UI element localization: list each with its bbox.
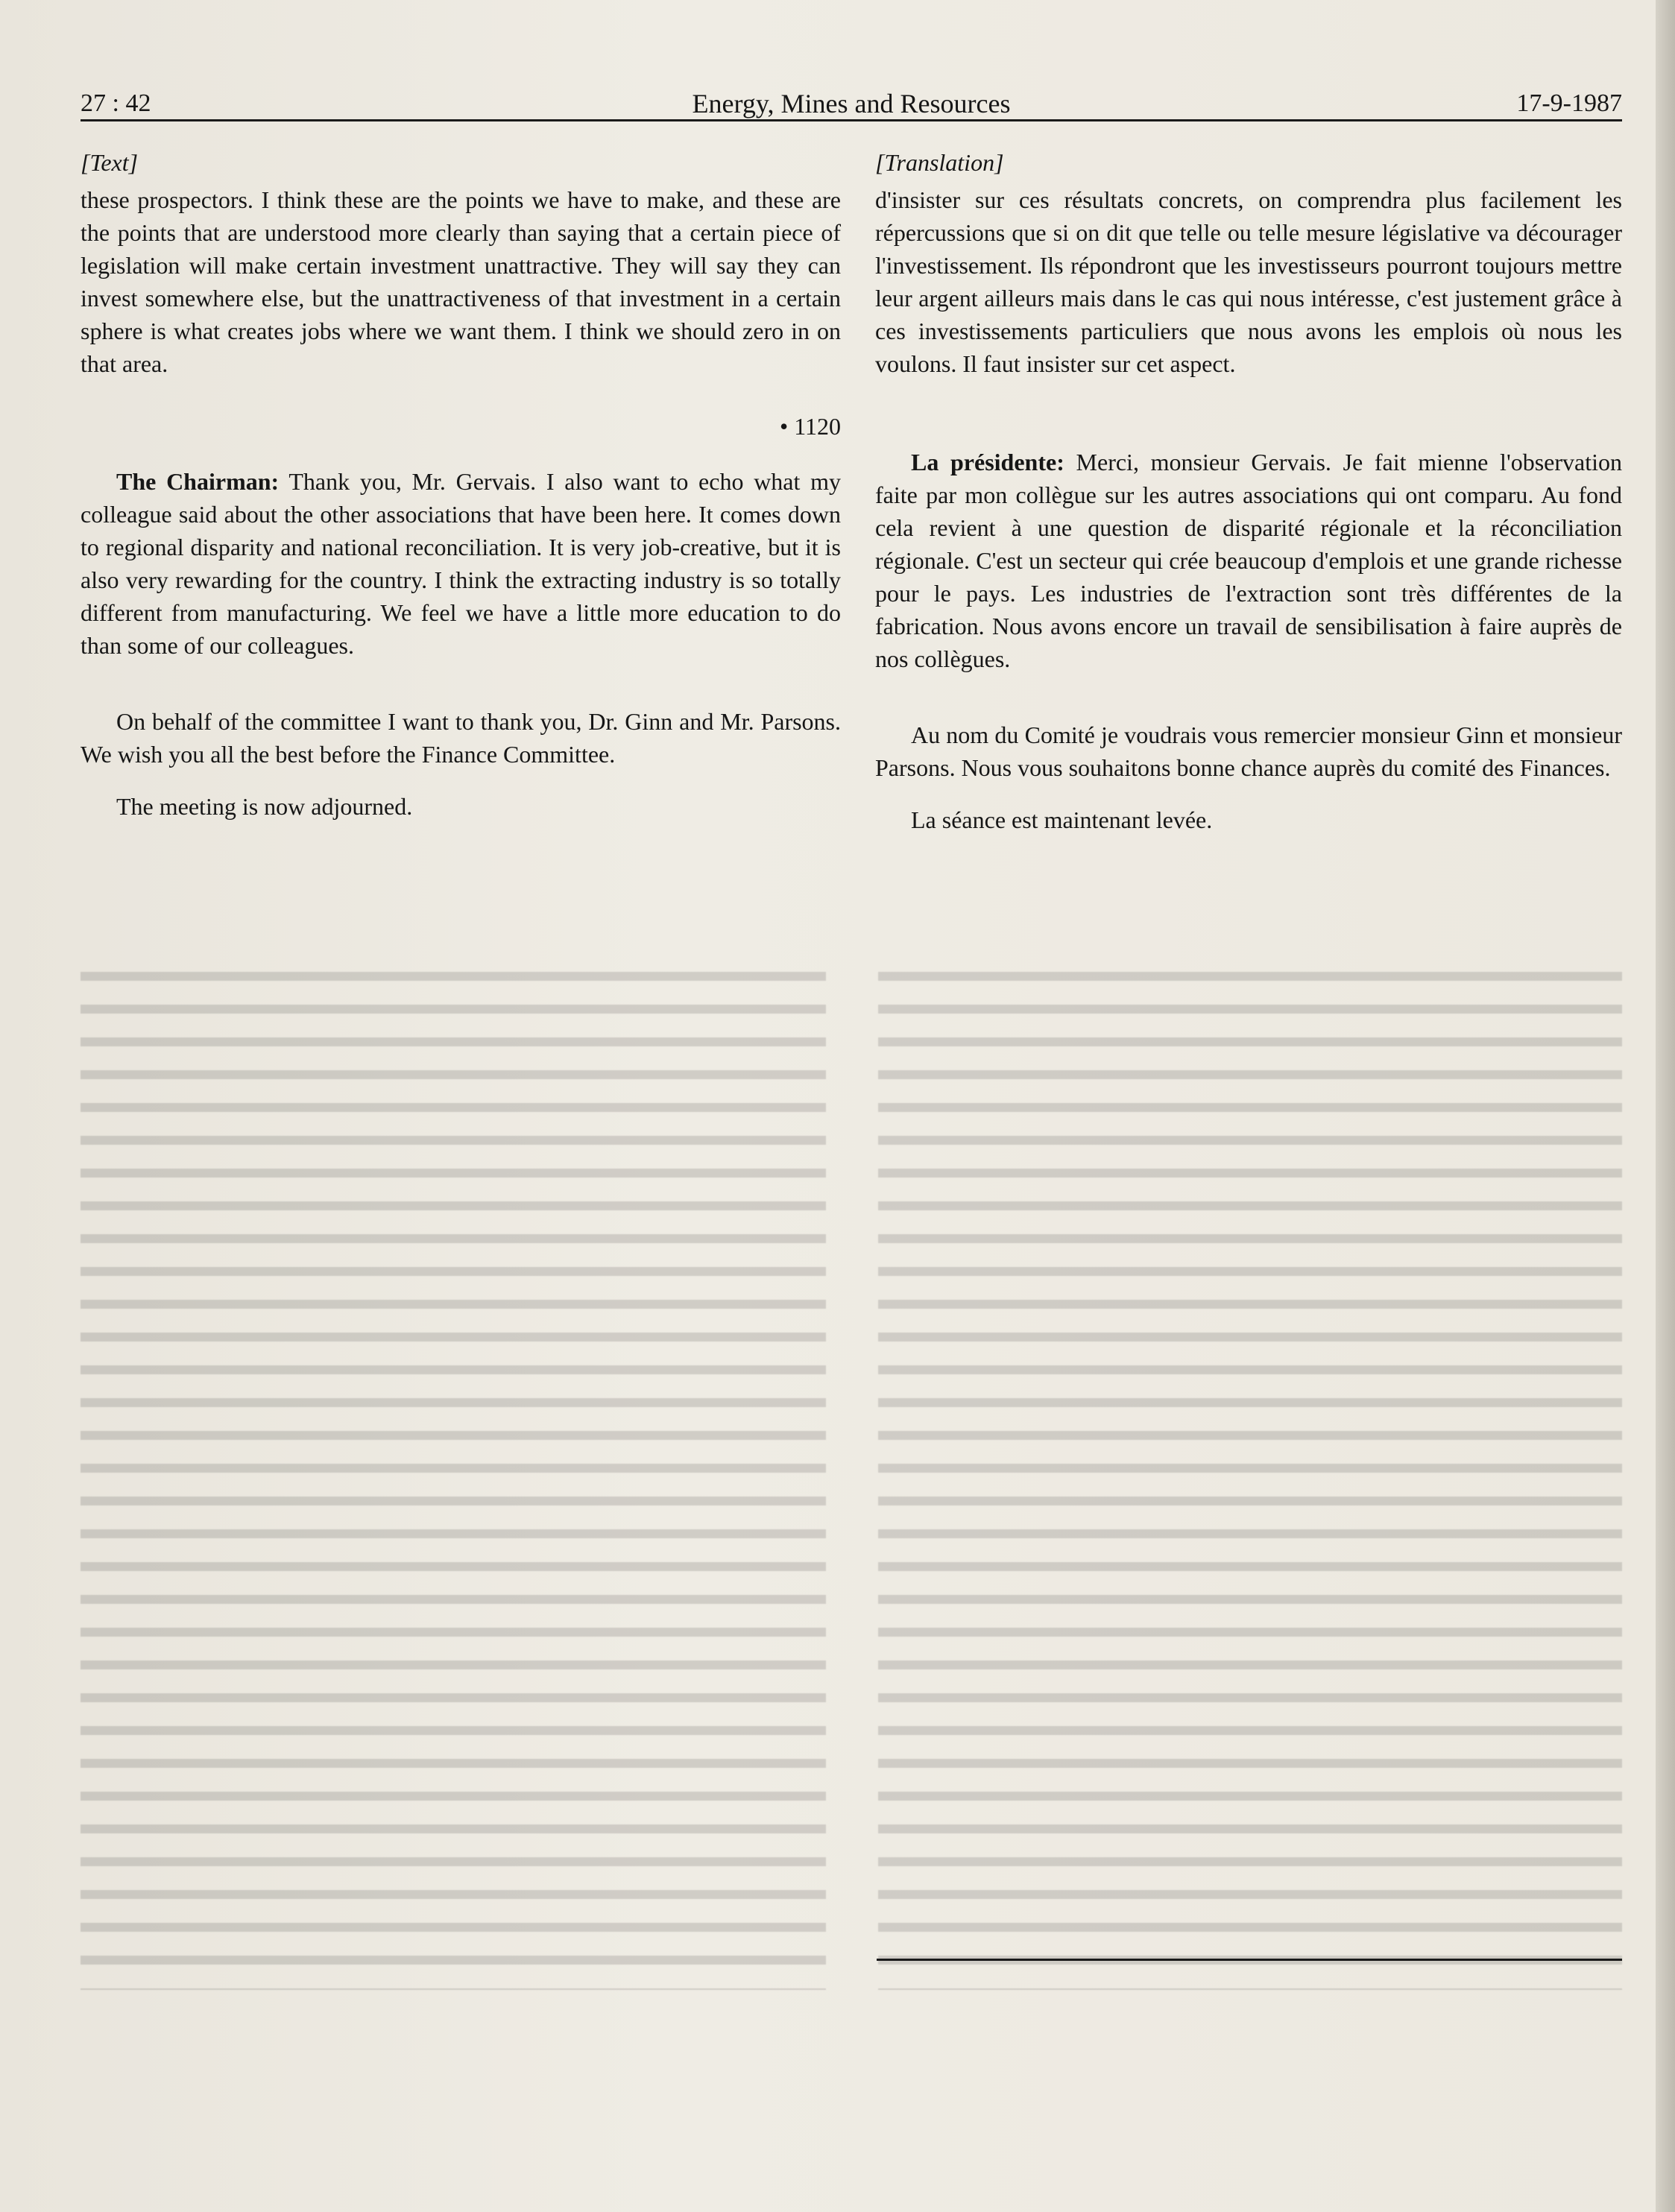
speaker-text: Thank you, Mr. Gervais. I also want to echo what my colleague said about the other associations that have been here. It comes down to regional disparity and national reconciliation. It is very job-creative, but it is also very rewarding for the country. I think the extracting industry is so totally different from manufacturing. We feel we have a little more education to do than some of our colleagues. [81,468,842,659]
column-label-translation: [Translation] [875,149,1004,176]
paragraph-remercier: Au nom du Comité je voudrais vous remercier monsieur Ginn et monsieur Parsons. Nous vous souhaitons bonne chance auprès du comité des Finances. [875,721,1622,781]
paragraph-prospectors: these prospectors. I think these are the points we have to make, and these are the points that are understood more clearly than saying that a certain piece of legislation will make certain investment unattractive. They will say they can invest somewhere else, but the unattractiveness of that investment in a certain sphere is what creates jobs where we want them. I think we should zero in on that area. [81,186,841,377]
paragraph-levee: La séance est maintenant levée. [911,806,1213,833]
column-english [81,146,841,823]
paragraph-thanks: On behalf of the committee I want to thank you, Dr. Ginn and Mr. Parsons. We wish you all the best before the Finance Committee. [81,708,841,768]
timestamp: • 1120 [779,413,841,440]
speaker-name: The Chairman: [116,468,280,495]
header-rule [81,119,1622,121]
footer-rule [877,1959,1622,1961]
speaker-text-fr: Merci, monsieur Gervais. Je fait mienne l'observation faite par mon collègue sur les autres associations qui ont comparu. Au fond cela revient à une question de disparité régionale et la réconciliation régionale. C'est un secteur qui crée beaucoup d'emplois et une grande richesse pour le pays. Les industries de l'extraction sont très différentes de la fabrication. Nous avons encore un travail de sensibilisation à faire auprès de nos collègues. [875,449,1623,672]
page-spine-edge [1656,0,1675,2212]
paragraph-chairman [81,465,841,662]
paragraph-insister: d'insister sur ces résultats concrets, on comprendra plus facilement les répercussions que si on dit que telle ou telle mesure législative va décourager l'investissement. Ils répondront que les investisseurs pourront toujours mettre leur argent ailleurs mais dans le cas qui nous intéresse, c'est justement grâce à ces investissements particuliers que nous avons les emplois où nous les voulons. Il faut insister sur cet aspect. [875,186,1622,377]
page-date: 17-9-1987 [1516,89,1622,117]
page-title: Energy, Mines and Resources [692,89,1011,118]
paragraph-presidente [875,446,1622,675]
speaker-name-fr: La présidente: [911,449,1064,475]
column-french [875,146,1622,836]
paragraph-adjourned: The meeting is now adjourned. [116,793,413,820]
column-label-text: [Text] [81,149,139,176]
page-number: 27 : 42 [81,89,151,117]
